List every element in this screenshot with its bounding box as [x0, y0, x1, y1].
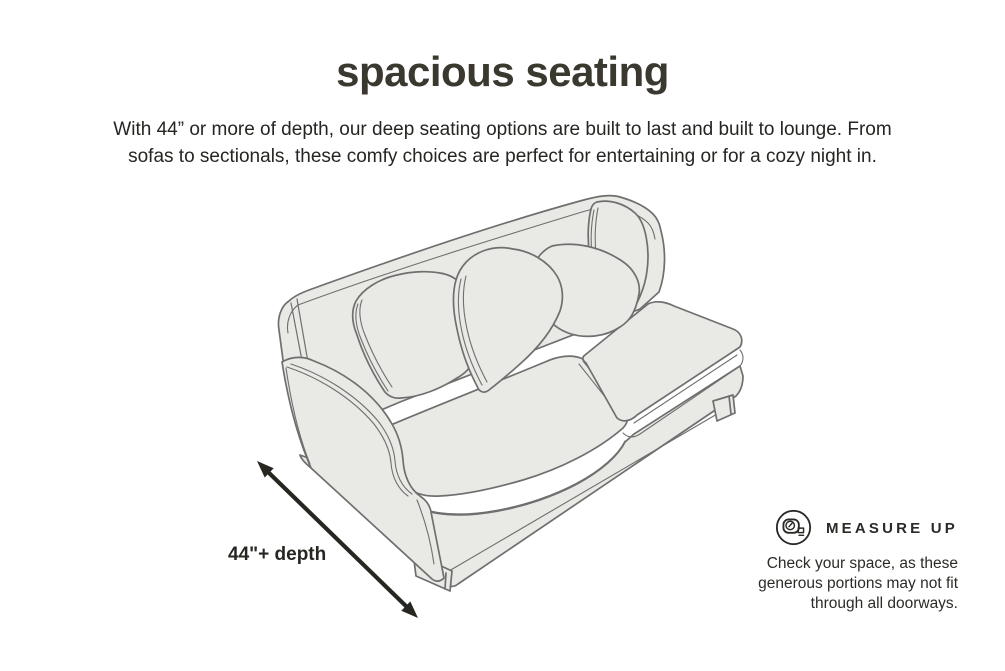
page-title: spacious seating	[336, 48, 669, 95]
measure-up-heading: MEASURE UP	[825, 520, 958, 537]
intro-line-2: sofas to sectionals, these comfy choices are perfect for entertaining or for a cozy night in.	[128, 146, 877, 167]
measure-up-note-line-2: generous portions may not fit	[758, 575, 958, 592]
depth-dimension-label: 44"+ depth	[228, 544, 327, 565]
intro-line-1: With 44” or more of depth, our deep seating options are built to last and built to lounge. From	[113, 119, 892, 140]
measure-up-callout	[708, 509, 958, 614]
measure-up-note	[708, 554, 958, 614]
measure-up-note-line-1: Check your space, as these	[766, 555, 958, 572]
measure-up-header	[708, 509, 958, 546]
sofa-illustration	[200, 185, 770, 635]
measure-up-note-line-3: through all doorways.	[810, 595, 958, 612]
sofa-line-drawing	[200, 185, 770, 635]
intro-paragraph	[0, 116, 1005, 170]
tape-measure-icon	[775, 509, 812, 546]
